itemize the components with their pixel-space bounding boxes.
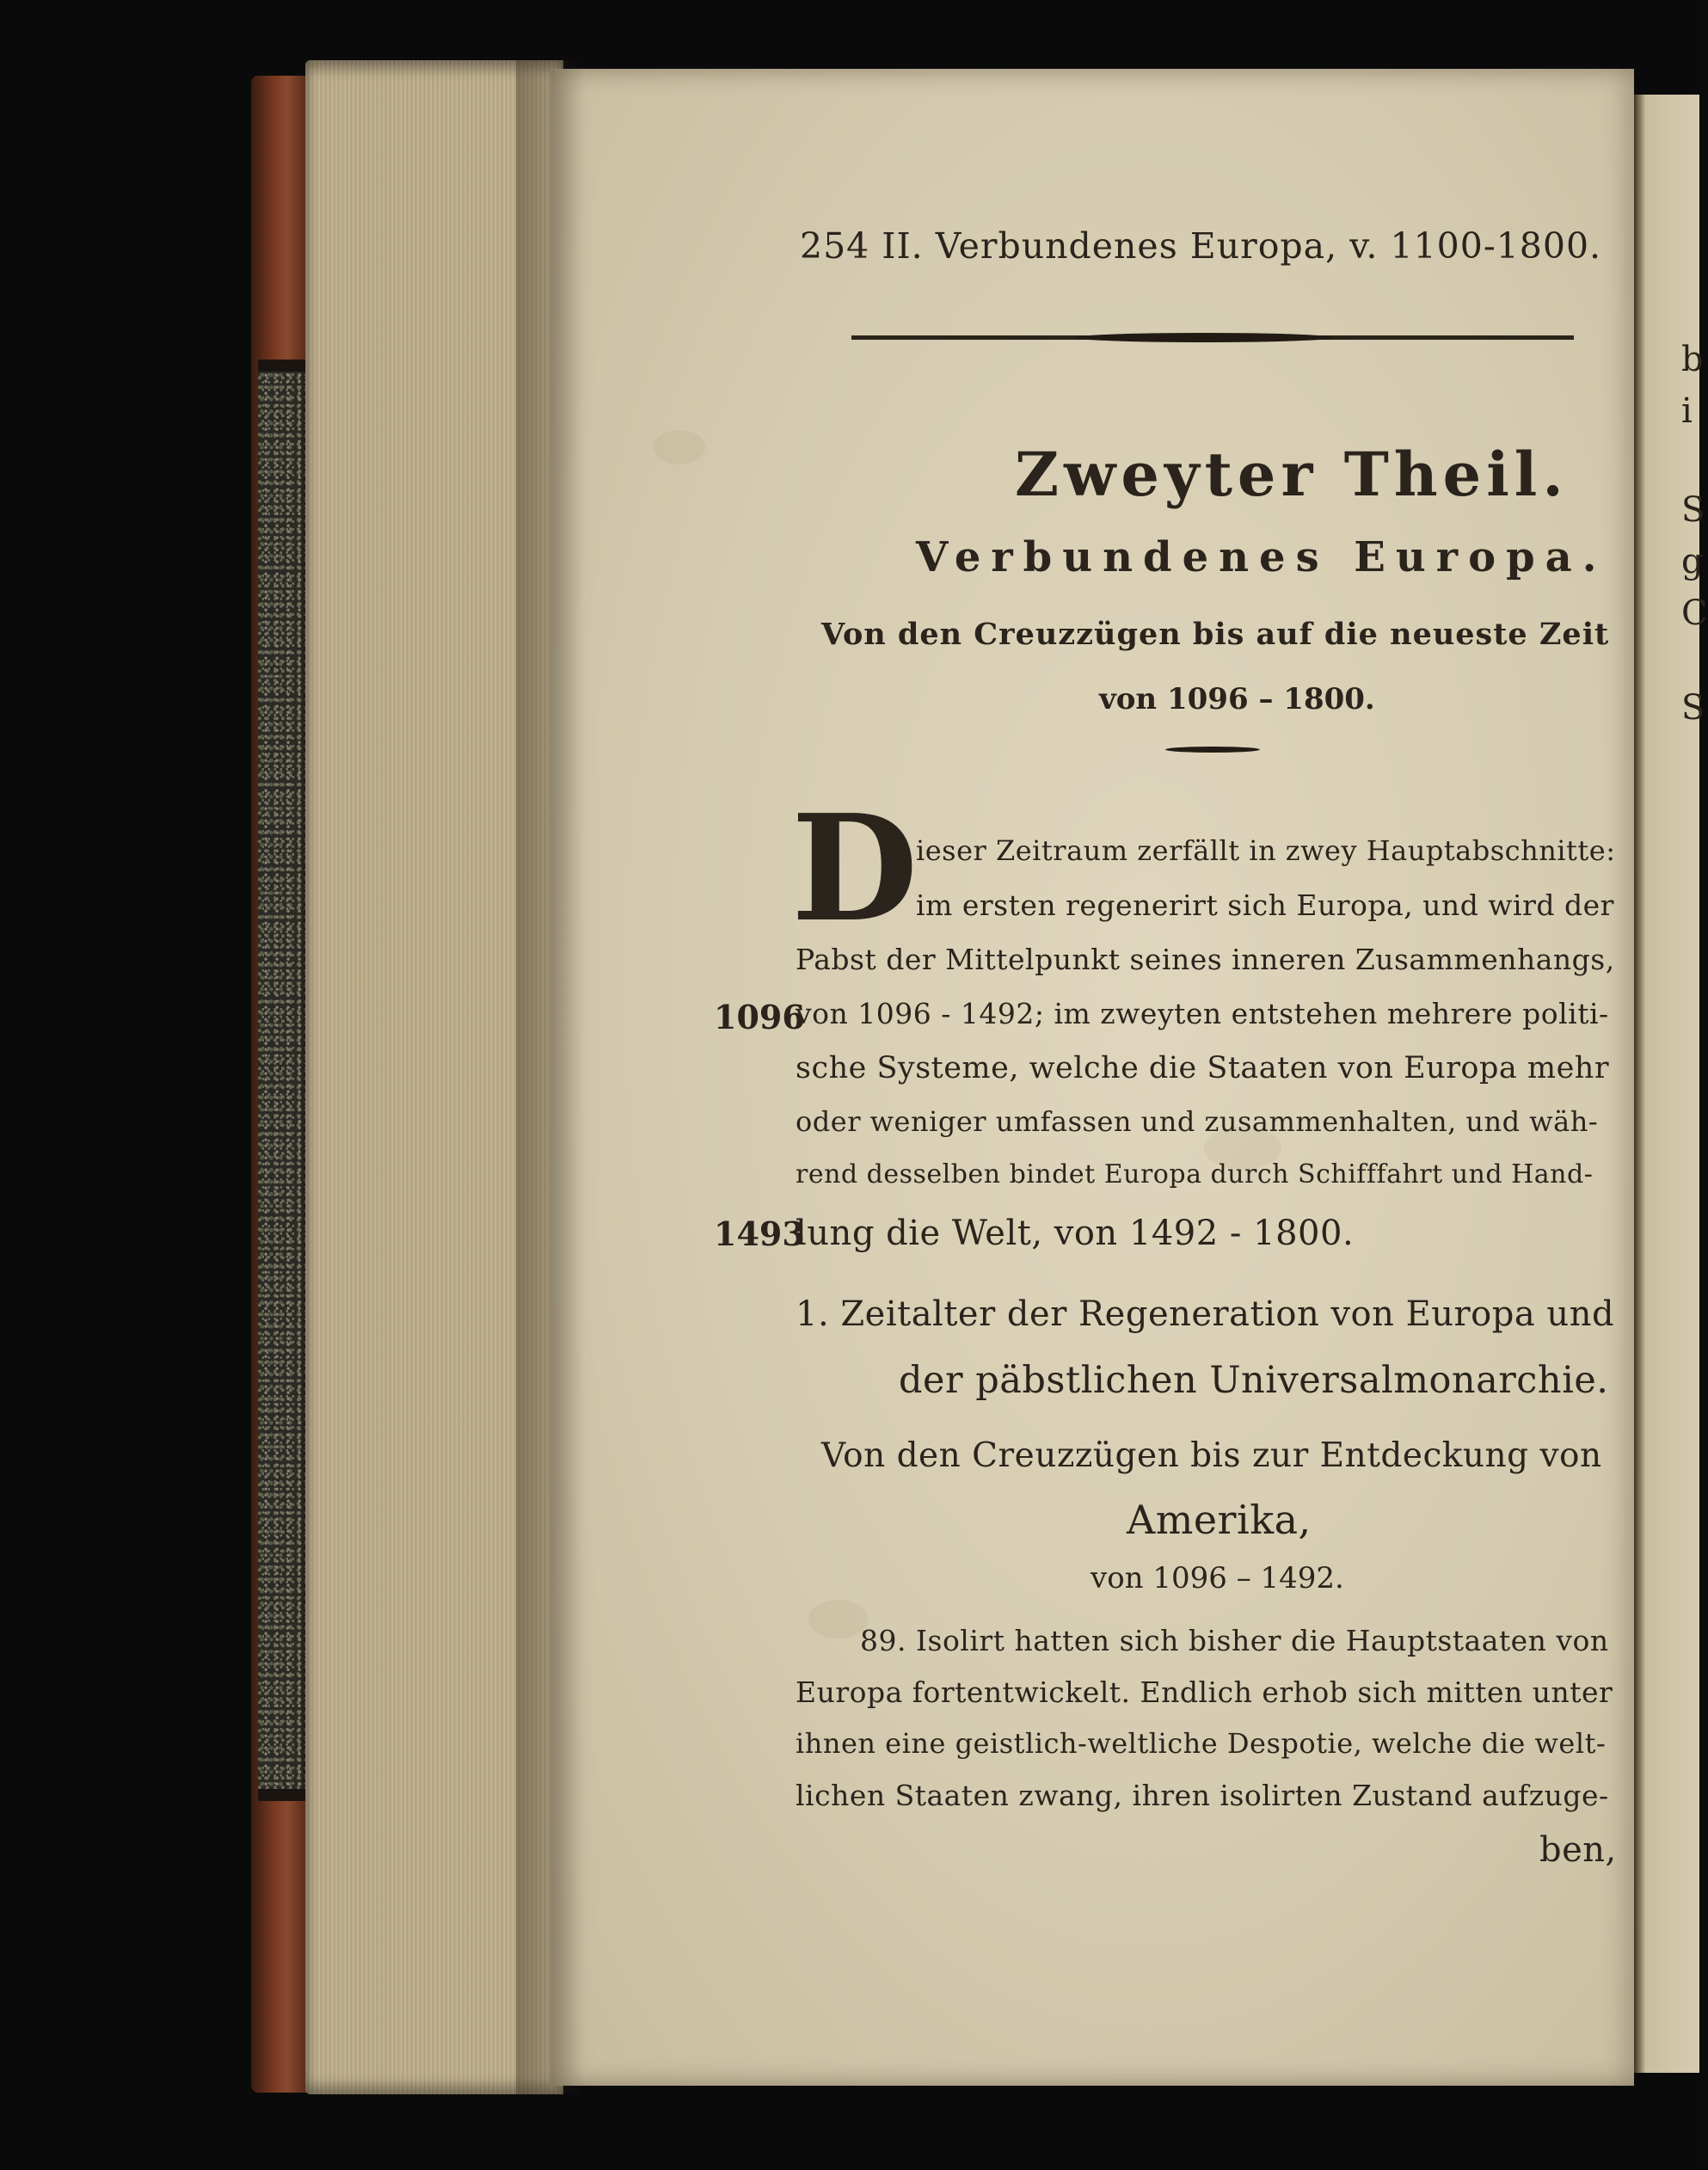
section-subtitle: Von den Creuzzügen bis zur Entdeckung von (821, 1436, 1602, 1475)
margin-note-year: 1493 (714, 1214, 805, 1253)
intro-line: sche Systeme, welche die Staaten von Europa mehr (796, 1051, 1610, 1085)
part-dates: von 1096 – 1800. (1099, 682, 1375, 716)
spine-band (258, 1789, 308, 1801)
header-rule (851, 335, 1574, 340)
intro-line: oder weniger umfassen und zusammenhalten, und wäh- (796, 1105, 1599, 1138)
paragraph-line: ihnen eine geistlich-weltliche Despotie, welche die welt- (796, 1727, 1607, 1760)
paragraph-line: lichen Staaten zwang, ihren isolirten Zustand aufzuge- (796, 1779, 1609, 1812)
section-dates: von 1096 – 1492. (1091, 1561, 1344, 1595)
facing-page-fragment: C (1681, 593, 1708, 633)
paragraph-line: 89. Isolirt hatten sich bisher die Hauptstaaten von (860, 1624, 1609, 1657)
part-subtitle: Verbundenes Europa. (916, 533, 1607, 581)
intro-line: im ersten regenerirt sich Europa, und wird der (916, 888, 1614, 922)
catchword: ben, (1539, 1830, 1617, 1870)
drop-cap: D (791, 783, 919, 955)
ornament-divider (1165, 747, 1260, 753)
margin-note-year: 1096 (714, 998, 805, 1036)
intro-line: lung die Welt, von 1492 - 1800. (796, 1214, 1355, 1253)
section-subtitle-continued: Amerika, (1127, 1497, 1312, 1543)
section-title-continued: der päbstlichen Universalmonarchie. (899, 1359, 1609, 1402)
intro-line: ieser Zeitraum zerfällt in zwey Hauptabschnitte: (916, 834, 1616, 867)
section-title: 1. Zeitalter der Regeneration von Europa und (796, 1294, 1615, 1334)
intro-line: Pabst der Mittelpunkt seines inneren Zusammenhangs, (796, 943, 1615, 976)
facing-page-fragment: S (1681, 490, 1705, 530)
page-gutter-shadow (516, 60, 585, 2094)
part-title: Zweyter Theil. (1015, 439, 1569, 510)
intro-line: rend desselben bindet Europa durch Schifffahrt und Hand- (796, 1159, 1594, 1190)
facing-page-fragment: S (1681, 688, 1705, 728)
facing-page-fragment: b (1681, 340, 1704, 379)
spine-band (258, 360, 308, 372)
intro-line: von 1096 - 1492; im zweyten entstehen mehrere politi- (796, 997, 1609, 1030)
facing-page-fragment: g (1681, 542, 1704, 581)
paragraph-line: Europa fortentwickelt. Endlich erhob sich mitten unter (796, 1675, 1613, 1709)
paper-stain (654, 430, 705, 464)
part-description: Von den Creuzzügen bis auf die neueste Zeit (821, 617, 1610, 652)
running-head: 254 II. Verbundenes Europa, v. 1100-1800. (800, 225, 1602, 267)
facing-page-fragment: i (1681, 391, 1693, 431)
marbled-cover (258, 366, 308, 1793)
